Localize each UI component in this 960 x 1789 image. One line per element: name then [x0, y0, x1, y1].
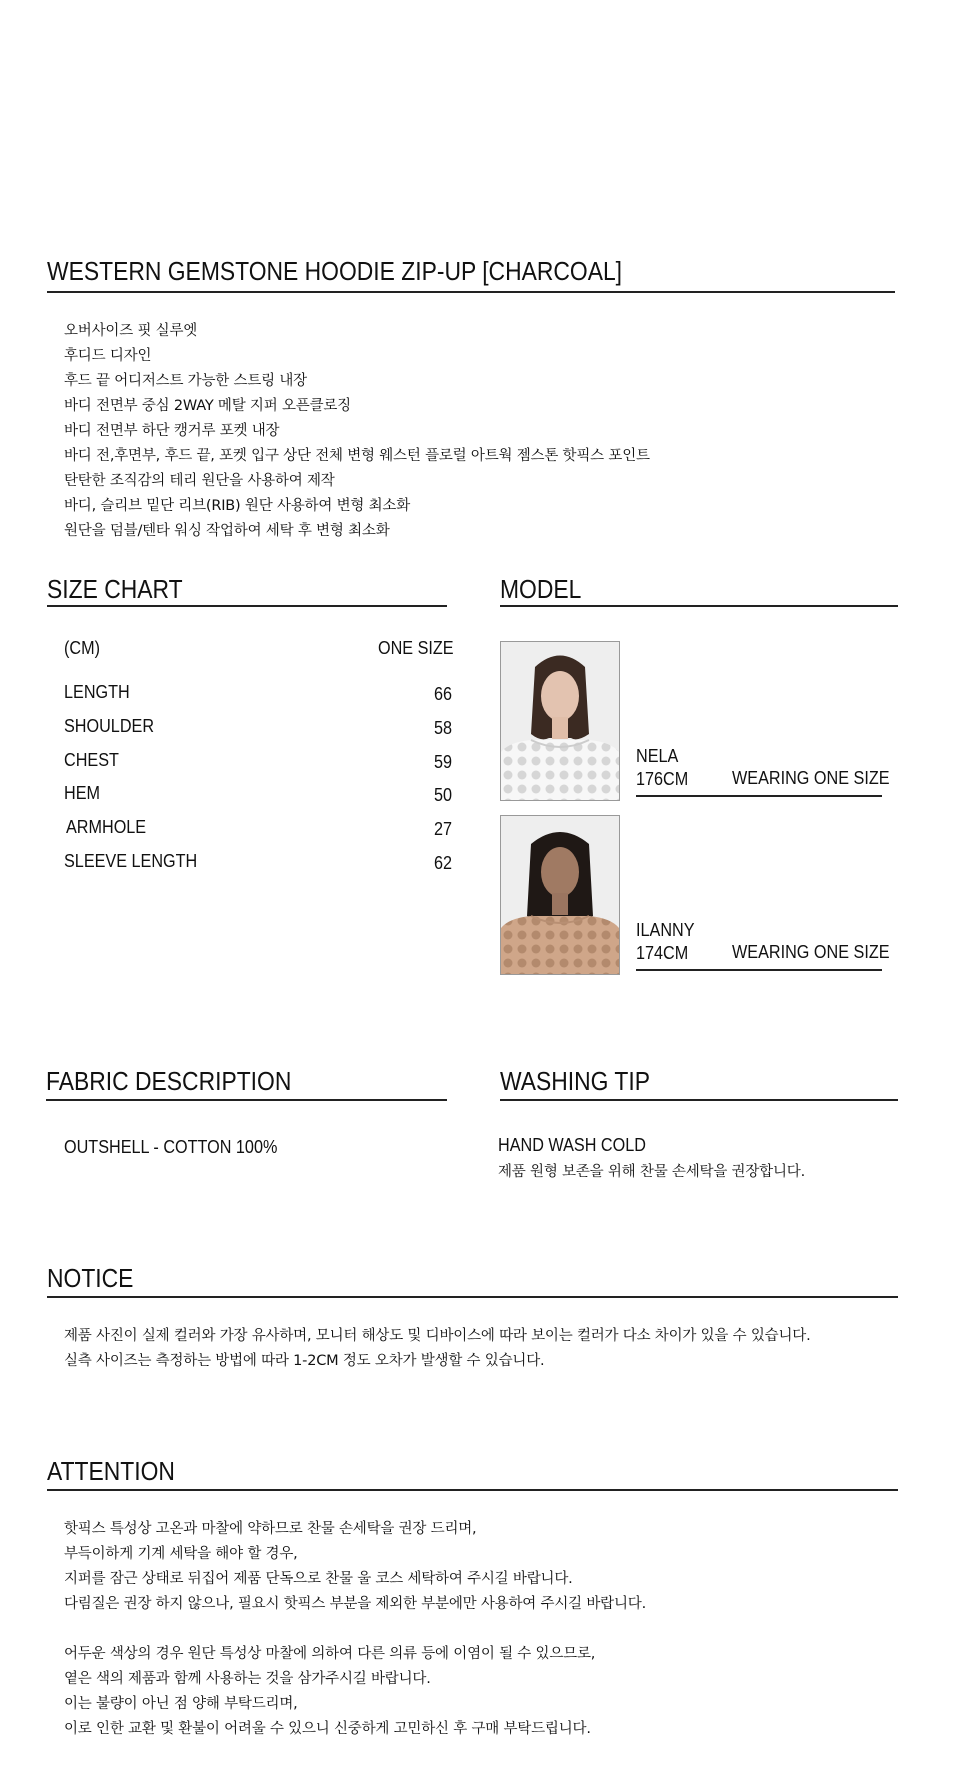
size-row-label: SHOULDER — [64, 716, 155, 736]
feature-item: 후드 끝 어디저스트 가능한 스트링 내장 — [64, 373, 307, 389]
title-divider — [47, 291, 895, 293]
attention-line: 어두운 색상의 경우 원단 특성상 마찰에 의하여 다른 의류 등에 이염이 될 수 있으므로, — [64, 1646, 596, 1662]
feature-item: 바디, 슬리브 밑단 리브(RIB) 원단 사용하여 변형 최소화 — [64, 498, 411, 514]
model-divider — [500, 605, 898, 607]
feature-item: 탄탄한 조직감의 테리 원단을 사용하여 제작 — [64, 473, 335, 489]
model-heading: MODEL — [500, 574, 582, 604]
size-chart-heading: SIZE CHART — [47, 574, 183, 604]
feature-item: 바디 전,후면부, 후드 끝, 포켓 입구 상단 전체 변형 웨스턴 플로럴 아트웍 젬스톤 핫픽스 포인트 — [64, 448, 650, 464]
model-illustration — [501, 642, 619, 800]
size-row-value: 27 — [433, 819, 452, 839]
size-row-label: CHEST — [64, 750, 119, 770]
product-title: WESTERN GEMSTONE HOODIE ZIP-UP [CHARCOAL] — [47, 256, 623, 286]
notice-line: 제품 사진이 실제 컬러와 가장 유사하며, 모니터 해상도 및 디바이스에 따라 보이는 컬러가 다소 차이가 있을 수 있습니다. — [64, 1328, 811, 1344]
notice-divider — [47, 1296, 898, 1298]
attention-line: 지퍼를 잠근 상태로 뒤집어 제품 단독으로 찬물 울 코스 세탁하여 주시길 바랍니다. — [64, 1571, 573, 1587]
fabric-heading: FABRIC DESCRIPTION — [46, 1066, 292, 1096]
size-row-label: LENGTH — [64, 682, 130, 702]
notice-line: 실측 사이즈는 측정하는 방법에 따라 1-2CM 정도 오차가 발생할 수 있습니다. — [64, 1353, 545, 1369]
feature-item: 후디드 디자인 — [64, 348, 152, 364]
model-wearing: WEARING ONE SIZE — [732, 768, 890, 788]
notice-heading: NOTICE — [47, 1263, 134, 1293]
model-name: NELA — [636, 746, 679, 766]
attention-divider — [47, 1489, 898, 1491]
model-underline — [636, 795, 882, 797]
size-row-value: 62 — [433, 853, 452, 873]
washing-divider — [500, 1099, 898, 1101]
attention-line: 부득이하게 기계 세탁을 해야 할 경우, — [64, 1546, 298, 1562]
model-height: 176CM — [636, 769, 689, 789]
washing-note: 제품 원형 보존을 위해 찬물 손세탁을 권장합니다. — [498, 1164, 806, 1180]
notice-text — [64, 1324, 811, 1374]
size-row-value: 66 — [433, 684, 452, 704]
fabric-divider — [46, 1099, 447, 1101]
washing-text: HAND WASH COLD — [498, 1135, 646, 1155]
model-height: 174CM — [636, 943, 689, 963]
attention-heading: ATTENTION — [47, 1456, 175, 1486]
feature-item: 바디 전면부 하단 캥거루 포켓 내장 — [64, 423, 280, 439]
size-column-label: ONE SIZE — [378, 638, 454, 658]
washing-heading: WASHING TIP — [500, 1066, 651, 1096]
size-row-value: 58 — [433, 718, 452, 738]
size-row-label: SLEEVE LENGTH — [64, 851, 198, 871]
size-row-label: ARMHOLE — [66, 817, 147, 837]
attention-line: 다림질은 권장 하지 않으나, 필요시 핫픽스 부분을 제외한 부분에만 사용하여 주시길 바랍니다. — [64, 1596, 646, 1612]
size-row-value: 59 — [433, 752, 452, 772]
feature-item: 원단을 덤블/텐타 워싱 작업하여 세탁 후 변형 최소화 — [64, 523, 390, 539]
model-photo-nela — [500, 641, 620, 801]
size-unit-label: (CM) — [64, 638, 100, 658]
feature-item: 오버사이즈 핏 실루엣 — [64, 323, 198, 339]
model-wearing: WEARING ONE SIZE — [732, 942, 890, 962]
model-illustration — [501, 816, 619, 974]
model-name: ILANNY — [636, 920, 695, 940]
model-photo-ilanny — [500, 815, 620, 975]
attention-line: 옅은 색의 제품과 함께 사용하는 것을 삼가주시길 바랍니다. — [64, 1671, 431, 1687]
size-chart-divider — [47, 605, 447, 607]
size-row-label: HEM — [64, 783, 100, 803]
feature-list — [64, 319, 650, 544]
attention-text — [64, 1517, 646, 1742]
attention-line: 핫픽스 특성상 고온과 마찰에 약하므로 찬물 손세탁을 권장 드리며, — [64, 1521, 477, 1537]
model-underline — [636, 969, 882, 971]
fabric-text: OUTSHELL - COTTON 100% — [64, 1137, 278, 1157]
attention-line: 이로 인한 교환 및 환불이 어려울 수 있으니 신중하게 고민하신 후 구매 부탁드립니다. — [64, 1721, 591, 1737]
attention-line: 이는 불량이 아닌 점 양해 부탁드리며, — [64, 1696, 298, 1712]
size-row-value: 50 — [433, 785, 452, 805]
feature-item: 바디 전면부 중심 2WAY 메탈 지퍼 오픈클로징 — [64, 398, 351, 414]
paragraph-gap — [64, 1617, 646, 1642]
